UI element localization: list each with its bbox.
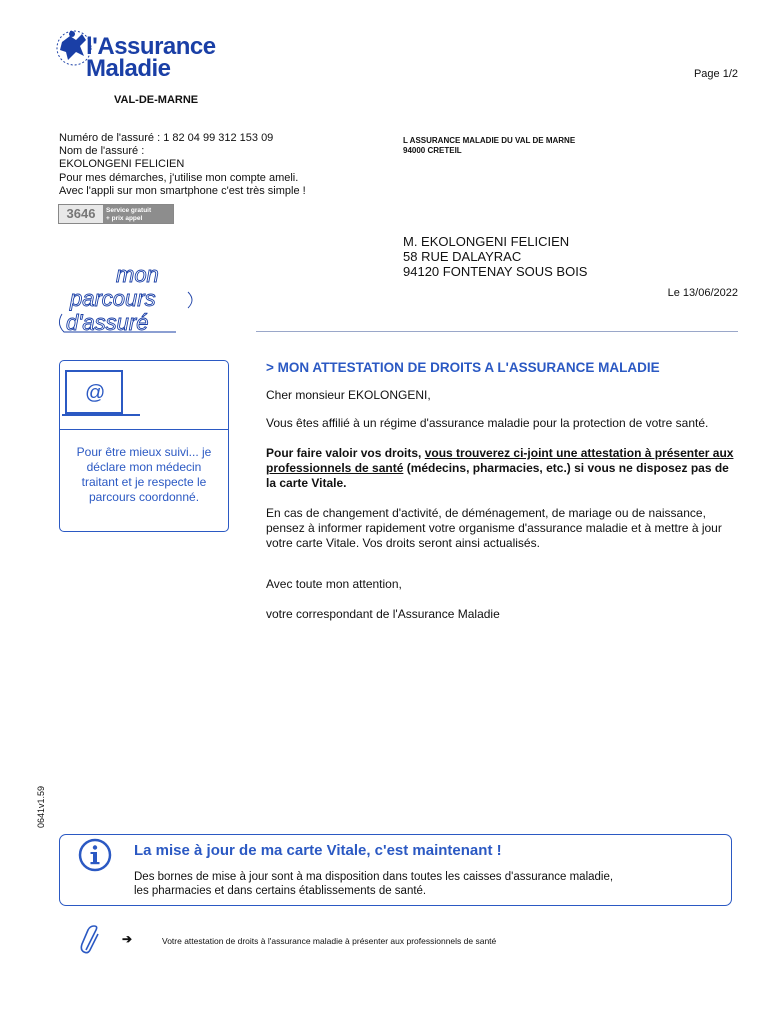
page-number: Page 1/2 bbox=[693, 68, 738, 80]
svg-text:@: @ bbox=[85, 382, 106, 404]
insured-info bbox=[59, 132, 306, 198]
letter-closing: Avec toute mon attention, bbox=[266, 577, 402, 591]
ameli-line-1: Pour mes démarches, j'utilise mon compte ameli. bbox=[59, 171, 299, 184]
addressee-city: 94120 FONTENAY SOUS BOIS bbox=[403, 264, 588, 279]
arrow-right-icon: ➔ bbox=[122, 932, 133, 946]
letter-signature: votre correspondant de l'Assurance Maladie bbox=[266, 607, 500, 621]
info-line-2: les pharmacies et dans certains établissements de santé. bbox=[134, 885, 427, 897]
letter-greeting: Cher monsieur EKOLONGENI, bbox=[266, 388, 431, 402]
region-label: VAL-DE-MARNE bbox=[114, 94, 199, 106]
insured-number: Numéro de l'assuré : 1 82 04 99 312 153 09 bbox=[59, 132, 274, 144]
logo-line1: l'Assurance bbox=[86, 33, 216, 60]
info-line-1: Des bornes de mise à jour sont à ma disposition dans toutes les caisses d'assurance maladie, bbox=[134, 871, 614, 883]
info-title: La mise à jour de ma carte Vitale, c'est maintenant ! bbox=[134, 842, 502, 859]
document-code bbox=[36, 718, 46, 828]
p2-part-c: (médecins, pharmacies, etc.) si vous ne disposez pas de la carte Vitale. bbox=[266, 461, 729, 490]
logo-wordmark bbox=[86, 33, 216, 82]
mon-parcours-assure-logo bbox=[56, 262, 206, 336]
letter-paragraph-1: Vous êtes affilié à un régime d'assurance maladie pour la protection de votre santé. bbox=[266, 416, 709, 430]
attachment-text: Votre attestation de droits à l'assurance maladie à présenter aux professionnels de santé bbox=[162, 936, 497, 946]
sender-line1: L ASSURANCE MALADIE DU VAL DE MARNE bbox=[403, 136, 576, 145]
addressee-name: M. EKOLONGENI FELICIEN bbox=[403, 234, 570, 249]
insured-name: EKOLONGENI FELICIEN bbox=[59, 158, 185, 171]
letter-date: Le 13/06/2022 bbox=[667, 287, 738, 299]
side-box-text: Pour être mieux suivi... je déclare mon médecin traitant et je respecte le parcours coordonné. bbox=[76, 445, 212, 504]
insured-name-label: Nom de l'assuré : bbox=[59, 145, 145, 158]
addressee-street: 58 RUE DALAYRAC bbox=[403, 249, 522, 264]
logo-line2: Maladie bbox=[86, 55, 171, 82]
phone-badge[interactable] bbox=[58, 204, 174, 224]
letter-title: > MON ATTESTATION DE DROITS A L'ASSURANCE MALADIE bbox=[266, 360, 660, 375]
side-box-separator bbox=[60, 429, 228, 430]
sender-line2: 94000 CRETEIL bbox=[403, 146, 462, 155]
medecin-traitant-box bbox=[59, 360, 229, 532]
parcours-line2: parcours bbox=[70, 286, 156, 311]
addressee-block bbox=[403, 234, 587, 279]
letter-paragraph-2 bbox=[266, 446, 740, 491]
phone-cost-line1: Service gratuit bbox=[106, 207, 152, 214]
phone-cost-line2: + prix appel bbox=[106, 214, 143, 222]
phone-cost bbox=[103, 205, 173, 223]
paperclip-icon bbox=[80, 924, 102, 954]
sender-address bbox=[403, 136, 575, 156]
phone-number: 3646 bbox=[59, 205, 103, 223]
at-sign-computer-icon bbox=[62, 365, 142, 431]
header-divider bbox=[256, 331, 738, 332]
letter-paragraph-3: En cas de changement d'activité, de déménagement, de mariage ou de naissance, pensez à informer rapidement votre organisme d'assurance maladie et à mettre à jour votre carte Vitale. Vos droits seront ainsi actualisés. bbox=[266, 506, 722, 550]
info-body bbox=[134, 870, 694, 898]
document-code-text: 0641v1.59 bbox=[36, 785, 46, 828]
parcours-line1: mon bbox=[116, 262, 159, 287]
p2-part-a: Pour faire valoir vos droits, bbox=[266, 446, 425, 460]
p2-part-b: vous trouverez ci-joint une attestation à présenter aux professionnels de santé bbox=[266, 446, 734, 475]
parcours-line3: d'assuré bbox=[66, 310, 149, 335]
ameli-line-2: Avec l'appli sur mon smartphone c'est très simple ! bbox=[59, 184, 306, 197]
info-icon bbox=[78, 838, 112, 872]
